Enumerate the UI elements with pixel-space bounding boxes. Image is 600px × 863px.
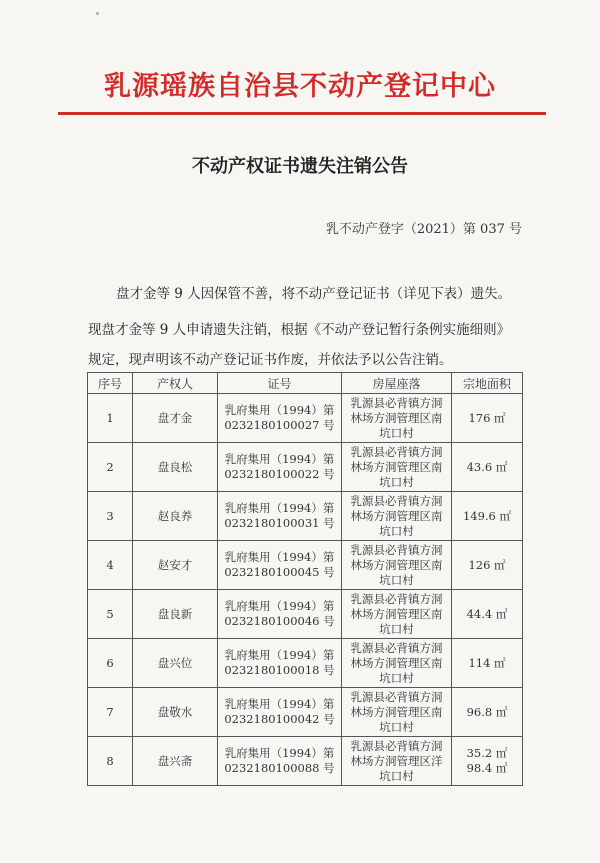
cell-cert-text: 0232180100045 号 xyxy=(224,565,335,579)
header-cert: 证号 xyxy=(218,373,342,394)
body-paragraph-3: 规定，现声明该不动产登记证书作废，并依法予以公告注销。 xyxy=(88,352,453,368)
cell-no-text: 6 xyxy=(106,655,114,670)
cell-location-text: 乳源县必背镇方洞 xyxy=(350,591,443,606)
cell-area xyxy=(452,541,523,590)
cell-location-text: 林场方洞管理区南 xyxy=(350,557,443,572)
cell-location-text: 坑口村 xyxy=(379,670,414,685)
cell-location-text: 乳源县必背镇方洞 xyxy=(350,542,443,557)
cell-location-text: 乳源县必背镇方洞 xyxy=(350,444,443,459)
cell-owner-text: 盘兴位 xyxy=(157,655,193,670)
cell-no xyxy=(88,394,133,443)
cell-location xyxy=(342,737,452,786)
table-row xyxy=(88,443,523,492)
body-paragraph-2: 现盘才金等 9 人申请遗失注销，根据《不动产登记暂行条例实施细则》 xyxy=(88,322,511,338)
cell-area-text: 44.4 ㎡ xyxy=(466,606,508,621)
cell-cert-text: 乳府集用（1994）第 xyxy=(224,746,335,760)
cell-area-text: 114 ㎡ xyxy=(468,655,506,670)
cell-cert xyxy=(218,492,342,541)
cell-no-text: 7 xyxy=(106,704,114,719)
cell-no xyxy=(88,688,133,737)
cell-location-text: 林场方洞管理区南 xyxy=(350,704,443,719)
cell-no xyxy=(88,737,133,786)
cell-area-text: 149.6 ㎡ xyxy=(462,508,512,523)
cell-owner-text: 盘良松 xyxy=(157,459,193,474)
table-row xyxy=(88,590,523,639)
cell-location-text: 乳源县必背镇方洞 xyxy=(350,493,443,508)
cell-area xyxy=(452,737,523,786)
cell-cert-text: 0232180100046 号 xyxy=(224,614,335,628)
header-no: 序号 xyxy=(88,373,133,394)
table-row xyxy=(88,737,523,786)
cell-cert-text: 乳府集用（1994）第 xyxy=(224,550,335,564)
cell-location-text: 林场方洞管理区洋 xyxy=(350,753,443,768)
certificate-table xyxy=(87,372,523,786)
cell-location xyxy=(342,590,452,639)
cell-cert-text: 乳府集用（1994）第 xyxy=(224,403,335,417)
cell-cert xyxy=(218,639,342,688)
cell-no-text: 3 xyxy=(106,508,114,523)
cell-location xyxy=(342,639,452,688)
cell-owner xyxy=(133,688,218,737)
header-area: 宗地面积 xyxy=(452,373,523,394)
cell-location-text: 林场方洞管理区南 xyxy=(350,459,443,474)
cell-owner xyxy=(133,541,218,590)
cell-cert-text: 0232180100088 号 xyxy=(224,761,335,775)
table-row xyxy=(88,639,523,688)
cell-cert xyxy=(218,737,342,786)
cell-no-text: 5 xyxy=(106,606,114,621)
cell-cert-text: 乳府集用（1994）第 xyxy=(224,452,335,466)
cell-no-text: 8 xyxy=(106,753,114,768)
cell-owner-text: 盘才金 xyxy=(157,410,193,425)
cell-area-text: 126 ㎡ xyxy=(468,557,506,572)
doc-number: 乳不动产登字（2021）第 037 号 xyxy=(325,222,522,237)
cell-no-text: 4 xyxy=(106,557,114,572)
cell-cert-text: 0232180100031 号 xyxy=(224,516,335,530)
cell-cert xyxy=(218,688,342,737)
cell-owner-text: 赵良养 xyxy=(157,508,193,523)
cell-location-text: 坑口村 xyxy=(379,572,414,587)
cell-no xyxy=(88,443,133,492)
cell-location-text: 坑口村 xyxy=(379,523,414,538)
cell-location xyxy=(342,541,452,590)
cell-owner xyxy=(133,590,218,639)
header-owner: 产权人 xyxy=(133,373,218,394)
table-row xyxy=(88,688,523,737)
cell-location xyxy=(342,688,452,737)
cell-owner xyxy=(133,737,218,786)
cell-cert-text: 乳府集用（1994）第 xyxy=(224,697,335,711)
cell-area xyxy=(452,394,523,443)
cell-location-text: 林场方洞管理区南 xyxy=(350,606,443,621)
doc-title: 不动产权证书遗失注销公告 xyxy=(192,156,408,177)
cell-area xyxy=(452,639,523,688)
table-header-row xyxy=(88,373,523,394)
cell-no xyxy=(88,590,133,639)
cell-cert xyxy=(218,541,342,590)
cell-location-text: 林场方洞管理区南 xyxy=(350,508,443,523)
cell-location-text: 乳源县必背镇方洞 xyxy=(350,395,443,410)
cell-location-text: 林场方洞管理区南 xyxy=(350,410,443,425)
cell-owner xyxy=(133,492,218,541)
cell-no-text: 1 xyxy=(106,410,114,425)
cell-cert xyxy=(218,590,342,639)
cell-location-text: 坑口村 xyxy=(379,474,414,489)
cell-owner xyxy=(133,639,218,688)
red-divider xyxy=(58,112,546,115)
cell-location-text: 乳源县必背镇方洞 xyxy=(350,738,443,753)
cell-area-text: 43.6 ㎡ xyxy=(466,459,508,474)
table-row xyxy=(88,541,523,590)
cell-location-text: 坑口村 xyxy=(379,719,414,734)
cell-no xyxy=(88,639,133,688)
cell-location xyxy=(342,492,452,541)
cell-area xyxy=(452,590,523,639)
cell-no xyxy=(88,541,133,590)
cell-cert-text: 0232180100022 号 xyxy=(224,467,335,481)
cell-cert-text: 乳府集用（1994）第 xyxy=(224,599,335,613)
cell-location-text: 乳源县必背镇方洞 xyxy=(350,689,443,704)
cell-area-text: 96.8 ㎡ xyxy=(466,704,508,719)
cell-area-text: 35.2 ㎡ xyxy=(466,746,508,760)
cell-owner xyxy=(133,394,218,443)
cell-cert xyxy=(218,394,342,443)
cell-location-text: 林场方洞管理区南 xyxy=(350,655,443,670)
cell-location-text: 坑口村 xyxy=(379,621,414,636)
cell-owner xyxy=(133,443,218,492)
cell-area xyxy=(452,688,523,737)
cell-location-text: 坑口村 xyxy=(379,768,414,783)
table-row xyxy=(88,492,523,541)
cell-cert-text: 0232180100018 号 xyxy=(224,663,335,677)
cell-no xyxy=(88,492,133,541)
org-title: 乳源瑶族自治县不动产登记中心 xyxy=(104,71,496,102)
cell-location-text: 坑口村 xyxy=(379,425,414,440)
cell-location xyxy=(342,443,452,492)
table-row xyxy=(88,394,523,443)
cell-cert-text: 乳府集用（1994）第 xyxy=(224,501,335,515)
cell-area-text: 98.4 ㎡ xyxy=(466,761,508,775)
cell-location xyxy=(342,394,452,443)
cell-area xyxy=(452,443,523,492)
cell-cert-text: 乳府集用（1994）第 xyxy=(224,648,335,662)
scan-speck xyxy=(96,12,99,15)
cell-area-text: 176 ㎡ xyxy=(468,410,506,425)
cell-cert-text: 0232180100042 号 xyxy=(224,712,335,726)
cell-owner-text: 赵安才 xyxy=(157,557,193,572)
cell-cert xyxy=(218,443,342,492)
cell-area xyxy=(452,492,523,541)
cell-owner-text: 盘敬水 xyxy=(157,704,193,719)
header-location: 房屋座落 xyxy=(342,373,452,394)
body-paragraph-1: 盘才金等 9 人因保管不善，将不动产登记证书（详见下表）遗失。 xyxy=(116,286,512,302)
cell-location-text: 乳源县必背镇方洞 xyxy=(350,640,443,655)
cell-owner-text: 盘兴斋 xyxy=(157,753,193,768)
cell-cert-text: 0232180100027 号 xyxy=(224,418,335,432)
cell-owner-text: 盘良新 xyxy=(157,606,193,621)
cell-no-text: 2 xyxy=(106,459,114,474)
